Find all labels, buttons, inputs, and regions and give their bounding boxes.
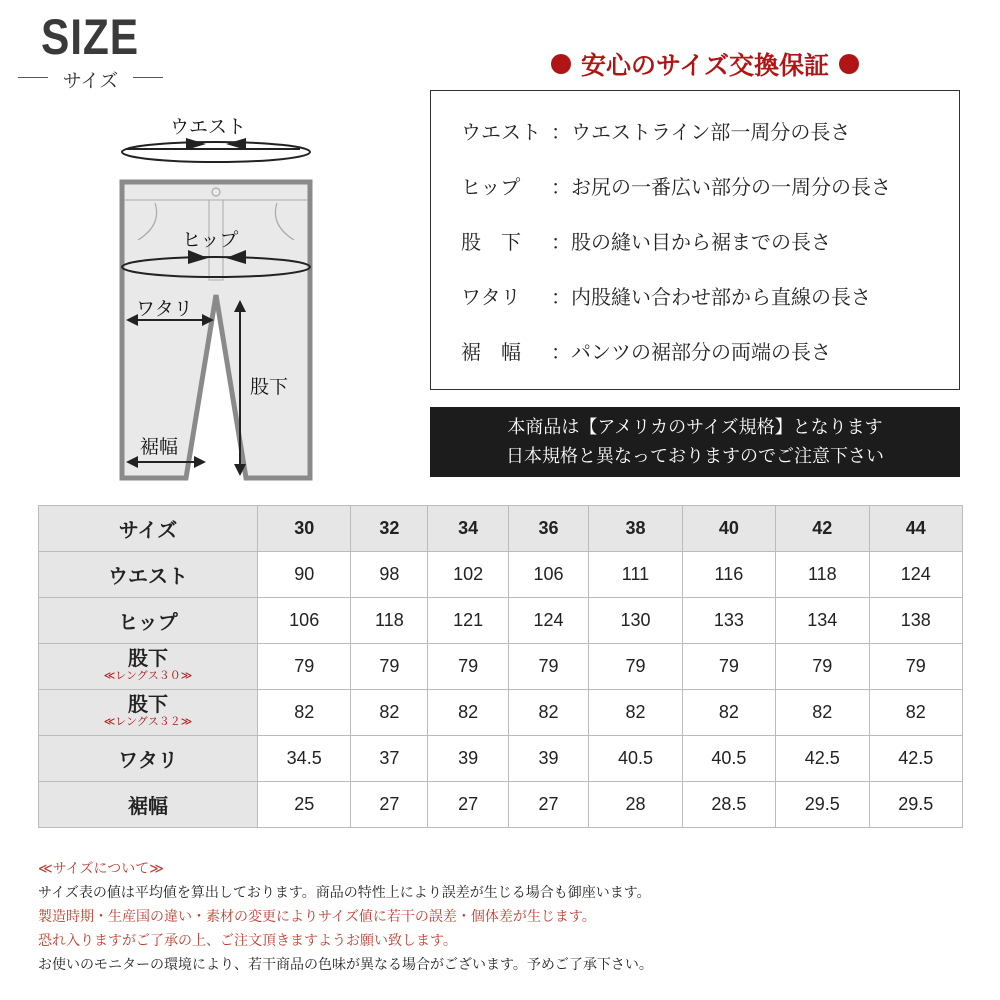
guarantee-label: 安心のサイズ交換保証 — [580, 51, 829, 80]
value-cell: 27 — [508, 782, 588, 828]
row-label: 裾幅 — [39, 782, 258, 828]
value-cell: 82 — [682, 690, 775, 736]
value-cell: 82 — [351, 690, 428, 736]
size-cell: 42 — [776, 506, 869, 552]
definition-inseam — [461, 226, 831, 255]
value-cell: 79 — [589, 644, 682, 690]
definition-thigh — [461, 281, 871, 310]
value-cell: 79 — [776, 644, 869, 690]
value-cell: 29.5 — [869, 782, 963, 828]
notes-line: サイズ表の値は平均値を算出しております。商品の特性上により誤差が生じる場合も御座います。 — [38, 885, 651, 901]
value-cell: 106 — [258, 598, 351, 644]
value-cell: 90 — [258, 552, 351, 598]
definition-desc: ：内股縫い合わせ部から直線の長さ — [551, 285, 871, 309]
page-title: SIZE — [41, 9, 139, 65]
value-cell: 130 — [589, 598, 682, 644]
size-table — [38, 505, 963, 828]
notice-line-1: 本商品は【アメリカのサイズ規格】となります — [507, 417, 883, 438]
value-cell: 106 — [508, 552, 588, 598]
row-label: ヒップ — [39, 598, 258, 644]
diagram-hem-label: 裾幅 — [140, 436, 179, 458]
value-cell: 118 — [351, 598, 428, 644]
value-cell: 98 — [351, 552, 428, 598]
definition-term: ウエスト — [461, 120, 541, 144]
definition-term: 裾 幅 — [461, 340, 521, 364]
value-cell: 82 — [428, 690, 508, 736]
value-cell: 116 — [682, 552, 775, 598]
table-row — [39, 690, 963, 736]
value-cell: 82 — [776, 690, 869, 736]
value-cell: 28.5 — [682, 782, 775, 828]
definition-desc: ：股の縫い目から裾までの長さ — [551, 230, 831, 254]
row-sublabel: ≪レングス３０≫ — [103, 668, 193, 682]
value-cell: 34.5 — [258, 736, 351, 782]
value-cell: 124 — [869, 552, 963, 598]
definition-term: 股 下 — [461, 230, 521, 254]
guarantee-banner — [500, 44, 910, 84]
value-cell: 27 — [351, 782, 428, 828]
divider-left — [18, 77, 48, 78]
value-cell: 42.5 — [869, 736, 963, 782]
value-cell: 27 — [428, 782, 508, 828]
size-cell: 34 — [428, 506, 508, 552]
row-label: 股下 — [128, 691, 168, 716]
row-label-cell — [39, 690, 258, 736]
row-sublabel: ≪レングス３２≫ — [103, 714, 193, 728]
value-cell: 39 — [508, 736, 588, 782]
row-label: 股下 — [128, 645, 168, 670]
row-label: ワタリ — [39, 736, 258, 782]
page-subtitle: サイズ — [62, 70, 119, 92]
table-header-label: サイズ — [39, 506, 258, 552]
value-cell: 124 — [508, 598, 588, 644]
pants-diagram — [110, 100, 330, 490]
row-label-cell — [39, 644, 258, 690]
definition-hip — [461, 171, 891, 200]
definition-term: ヒップ — [461, 175, 521, 199]
table-row — [39, 736, 963, 782]
bullet-dot-icon — [839, 54, 859, 74]
value-cell: 79 — [682, 644, 775, 690]
table-header-row — [39, 506, 963, 552]
notes-line: 製造時期・生産国の違い・素材の変更によりサイズ値に若干の誤差・個体差が生じます。 — [38, 909, 596, 925]
diagram-hip-label: ヒップ — [182, 229, 239, 251]
value-cell: 28 — [589, 782, 682, 828]
definition-term: ワタリ — [461, 285, 521, 309]
table-row — [39, 644, 963, 690]
notes-title: ≪サイズについて≫ — [38, 861, 164, 877]
value-cell: 42.5 — [776, 736, 869, 782]
value-cell: 40.5 — [589, 736, 682, 782]
value-cell: 25 — [258, 782, 351, 828]
notes-line: お使いのモニターの環境により、若干商品の色味が異なる場合がございます。予めご了承下さい。 — [38, 957, 653, 973]
definition-hem — [461, 336, 831, 365]
value-cell: 82 — [508, 690, 588, 736]
value-cell: 121 — [428, 598, 508, 644]
value-cell: 82 — [589, 690, 682, 736]
size-cell: 32 — [351, 506, 428, 552]
value-cell: 37 — [351, 736, 428, 782]
definitions-box — [430, 90, 960, 390]
value-cell: 79 — [428, 644, 508, 690]
diagram-thigh-label: ワタリ — [136, 298, 193, 320]
value-cell: 29.5 — [776, 782, 869, 828]
size-cell: 30 — [258, 506, 351, 552]
value-cell: 111 — [589, 552, 682, 598]
notes-line: 恐れ入りますがご了承の上、ご注文頂きますようお願い致します。 — [38, 933, 457, 949]
definition-desc: ：お尻の一番広い部分の一周分の長さ — [551, 175, 891, 199]
page-subtitle-block — [18, 66, 163, 92]
definition-desc: ：ウエストライン部一周分の長さ — [551, 120, 851, 144]
value-cell: 82 — [869, 690, 963, 736]
table-row — [39, 598, 963, 644]
table-row — [39, 782, 963, 828]
diagram-inseam-label: 股下 — [250, 376, 289, 398]
value-cell: 79 — [258, 644, 351, 690]
diagram-waist-label: ウエスト — [170, 116, 247, 138]
value-cell: 134 — [776, 598, 869, 644]
size-cell: 38 — [589, 506, 682, 552]
value-cell: 138 — [869, 598, 963, 644]
value-cell: 40.5 — [682, 736, 775, 782]
size-cell: 36 — [508, 506, 588, 552]
size-cell: 40 — [682, 506, 775, 552]
value-cell: 39 — [428, 736, 508, 782]
table-row — [39, 552, 963, 598]
size-cell: 44 — [869, 506, 963, 552]
notice-line-2: 日本規格と異なっておりますのでご注意下さい — [506, 446, 884, 467]
bullet-dot-icon — [551, 54, 571, 74]
value-cell: 79 — [508, 644, 588, 690]
value-cell: 79 — [869, 644, 963, 690]
value-cell: 118 — [776, 552, 869, 598]
value-cell: 82 — [258, 690, 351, 736]
definition-waist — [461, 116, 850, 145]
value-cell: 79 — [351, 644, 428, 690]
value-cell: 102 — [428, 552, 508, 598]
definition-desc: ：パンツの裾部分の両端の長さ — [551, 340, 831, 364]
size-notes — [38, 857, 653, 977]
divider-right — [133, 77, 163, 78]
value-cell: 133 — [682, 598, 775, 644]
row-label: ウエスト — [39, 552, 258, 598]
us-size-notice — [430, 407, 960, 477]
